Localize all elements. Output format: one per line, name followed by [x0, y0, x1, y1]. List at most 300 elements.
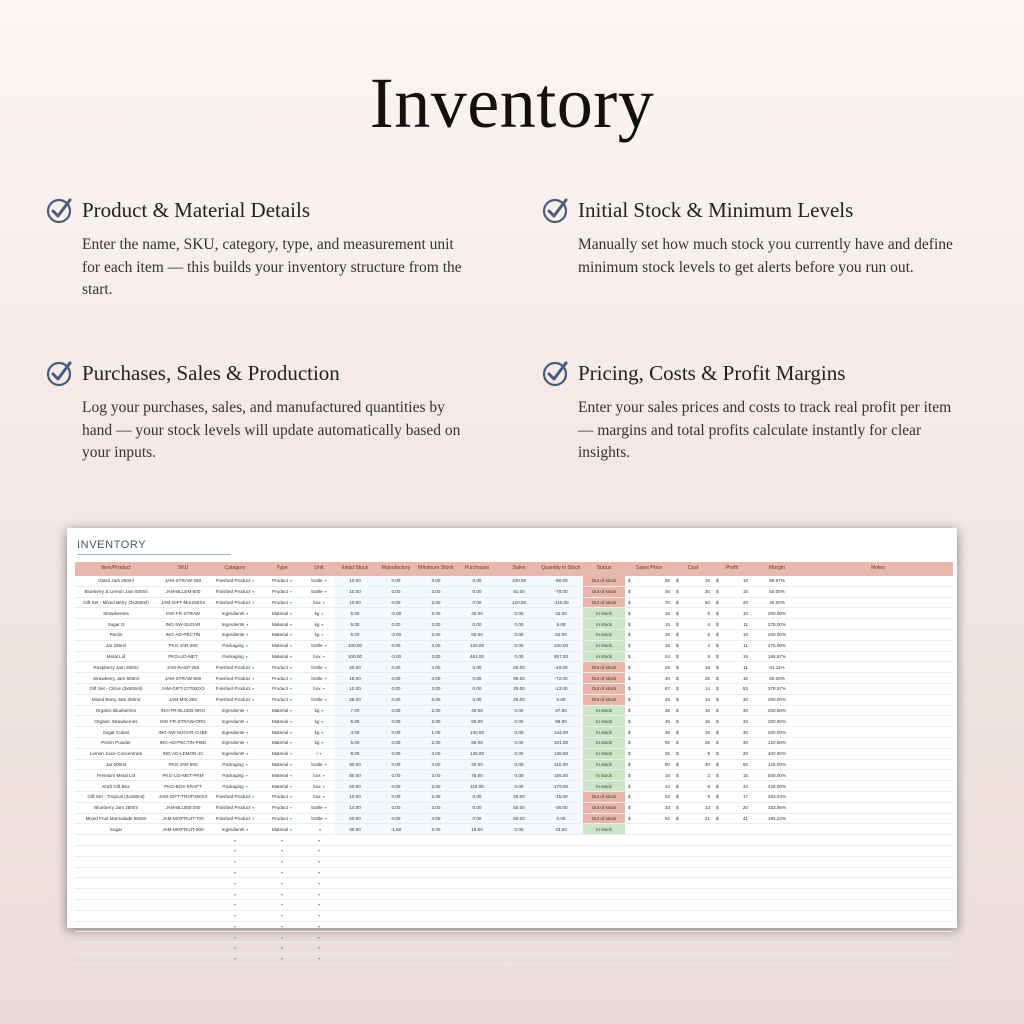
- dropdown-arrow-icon[interactable]: ▾: [246, 751, 249, 757]
- empty-cell[interactable]: [499, 911, 539, 921]
- cell[interactable]: 0.00: [455, 576, 499, 586]
- cell[interactable]: 110.00: [539, 760, 583, 770]
- status-cell[interactable]: In stock: [583, 781, 625, 791]
- empty-cell[interactable]: [539, 900, 583, 910]
- cell[interactable]: 0.00: [455, 814, 499, 824]
- column-header[interactable]: Category: [224, 565, 246, 572]
- cell[interactable]: Pectin Powder: [101, 740, 131, 746]
- table-row[interactable]: [75, 792, 953, 803]
- cell[interactable]: 0.00: [375, 792, 417, 802]
- dropdown-arrow-icon[interactable]: ▾: [246, 740, 249, 746]
- empty-cell[interactable]: [157, 835, 209, 845]
- cell[interactable]: 0.00: [375, 803, 417, 813]
- empty-cell[interactable]: [417, 922, 455, 932]
- notes-cell[interactable]: [803, 695, 953, 705]
- cell[interactable]: 5.00: [335, 630, 375, 640]
- empty-cell[interactable]: [713, 878, 751, 888]
- cell[interactable]: 200.00%: [767, 729, 787, 735]
- dropdown-arrow-icon[interactable]: ▾: [324, 761, 327, 767]
- cell[interactable]: 60.00: [335, 814, 375, 824]
- cell[interactable]: Gift Set - Citrus (3x500ml): [89, 686, 143, 692]
- status-cell[interactable]: Out of stock: [583, 587, 625, 597]
- cell[interactable]: bottle ▾: [311, 761, 327, 767]
- empty-cell[interactable]: [713, 911, 751, 921]
- status-cell[interactable]: In stock: [583, 727, 625, 737]
- dropdown-arrow-icon[interactable]: ▾: [252, 697, 255, 703]
- empty-cell[interactable]: [261, 835, 303, 845]
- table-row[interactable]: [75, 706, 953, 717]
- cell[interactable]: PKG-LID-MET: [168, 653, 198, 659]
- empty-cell[interactable]: [455, 911, 499, 921]
- cell[interactable]: JAM-MIXFRUIT-900: [162, 826, 204, 832]
- dropdown-arrow-icon[interactable]: ▾: [289, 697, 292, 703]
- dropdown-arrow-icon[interactable]: ▾: [233, 837, 236, 843]
- empty-cell[interactable]: [455, 932, 499, 942]
- empty-cell[interactable]: [417, 900, 455, 910]
- cell[interactable]: Packaging ▾: [222, 772, 248, 778]
- empty-cell[interactable]: [375, 911, 417, 921]
- cell[interactable]: 0.00: [375, 673, 417, 683]
- cell[interactable]: 275.00%: [767, 621, 787, 627]
- empty-cell[interactable]: [751, 835, 803, 845]
- cell[interactable]: Premium Metal Lid: [96, 772, 136, 778]
- cell[interactable]: 400.00%: [767, 751, 787, 757]
- table-row[interactable]: [75, 760, 953, 771]
- cell[interactable]: 4.00: [417, 760, 455, 770]
- dropdown-arrow-icon[interactable]: ▾: [246, 729, 249, 735]
- cell[interactable]: box ▾: [313, 599, 325, 605]
- money-cell[interactable]: $ 15: [628, 610, 670, 616]
- dropdown-arrow-icon[interactable]: ▾: [318, 826, 321, 832]
- empty-cell[interactable]: [583, 900, 625, 910]
- empty-cell[interactable]: [209, 889, 261, 899]
- empty-cell[interactable]: [303, 911, 335, 921]
- money-cell[interactable]: $ 42: [628, 783, 670, 789]
- cell[interactable]: 2.00: [417, 598, 455, 608]
- empty-cell[interactable]: [375, 868, 417, 878]
- dropdown-arrow-icon[interactable]: ▾: [252, 686, 255, 692]
- dropdown-arrow-icon[interactable]: ▾: [290, 826, 293, 832]
- money-cell[interactable]: $ 30: [716, 697, 748, 703]
- cell[interactable]: 43.50: [539, 824, 583, 834]
- cell[interactable]: Finished Product ▾: [215, 805, 255, 811]
- empty-cell[interactable]: [209, 943, 261, 953]
- empty-row[interactable]: [75, 922, 953, 933]
- dropdown-arrow-icon[interactable]: ▾: [289, 686, 292, 692]
- money-cell[interactable]: $ 34: [716, 783, 748, 789]
- empty-cell[interactable]: [455, 846, 499, 856]
- status-cell[interactable]: Out of stock: [583, 598, 625, 608]
- dropdown-arrow-icon[interactable]: ▾: [317, 945, 320, 951]
- money-cell[interactable]: $ 15: [628, 621, 670, 627]
- empty-cell[interactable]: [673, 911, 713, 921]
- cell[interactable]: PKG-JAR-250: [168, 643, 198, 649]
- money-cell[interactable]: $ 30: [716, 729, 748, 735]
- cell[interactable]: ING-AD-LEMON-JC: [162, 751, 204, 757]
- dropdown-arrow-icon[interactable]: ▾: [233, 891, 236, 897]
- dropdown-arrow-icon[interactable]: ▾: [324, 578, 327, 584]
- dropdown-arrow-icon[interactable]: ▾: [245, 761, 248, 767]
- empty-cell[interactable]: [75, 943, 157, 953]
- empty-cell[interactable]: [303, 868, 335, 878]
- dropdown-arrow-icon[interactable]: ▾: [317, 891, 320, 897]
- cell[interactable]: 179.00: [539, 781, 583, 791]
- empty-cell[interactable]: [261, 889, 303, 899]
- empty-cell[interactable]: [751, 868, 803, 878]
- empty-cell[interactable]: [673, 943, 713, 953]
- cell[interactable]: ING-SW-SUGAR: [165, 621, 201, 627]
- cell[interactable]: 283.33%: [767, 794, 787, 800]
- money-cell[interactable]: $ 5: [676, 610, 710, 616]
- cell[interactable]: JAM-STRAW-500: [164, 675, 202, 681]
- column-header[interactable]: Profit: [725, 565, 739, 572]
- dropdown-arrow-icon[interactable]: ▾: [321, 621, 324, 627]
- cell[interactable]: Ingredients ▾: [221, 751, 249, 757]
- cell[interactable]: box ▾: [313, 686, 325, 692]
- empty-cell[interactable]: [417, 878, 455, 888]
- empty-cell[interactable]: [335, 889, 375, 899]
- empty-cell[interactable]: [673, 835, 713, 845]
- cell[interactable]: 62.00: [539, 630, 583, 640]
- dropdown-arrow-icon[interactable]: ▾: [324, 815, 327, 821]
- cell[interactable]: 0.00: [499, 760, 539, 770]
- empty-cell[interactable]: [375, 932, 417, 942]
- empty-cell[interactable]: [375, 835, 417, 845]
- cell[interactable]: 0.00: [455, 803, 499, 813]
- empty-cell[interactable]: [539, 868, 583, 878]
- empty-cell[interactable]: [539, 846, 583, 856]
- status-cell[interactable]: Out of stock: [583, 662, 625, 672]
- cell[interactable]: 200.00%: [767, 718, 787, 724]
- empty-cell[interactable]: [455, 922, 499, 932]
- table-row[interactable]: [75, 576, 953, 587]
- cell[interactable]: Raspberry Jam 250ml: [93, 664, 139, 670]
- cell[interactable]: 0.00: [375, 814, 417, 824]
- column-header[interactable]: Type: [276, 565, 288, 572]
- cell[interactable]: ING-FR-STRAW: [166, 610, 200, 616]
- money-cell[interactable]: $ 18: [676, 664, 710, 670]
- empty-cell[interactable]: [417, 846, 455, 856]
- table-row[interactable]: [75, 662, 953, 673]
- dropdown-arrow-icon[interactable]: ▾: [233, 880, 236, 886]
- cell[interactable]: 100.00: [499, 576, 539, 586]
- empty-row[interactable]: [75, 868, 953, 879]
- cell[interactable]: Material ▾: [271, 653, 293, 659]
- status-cell[interactable]: In stock: [583, 749, 625, 759]
- cell[interactable]: kg ▾: [314, 621, 324, 627]
- empty-cell[interactable]: [751, 943, 803, 953]
- empty-cell[interactable]: [417, 954, 455, 964]
- cell[interactable]: Material ▾: [271, 751, 293, 757]
- cell[interactable]: 40.00%: [769, 599, 785, 605]
- empty-cell[interactable]: [539, 922, 583, 932]
- cell[interactable]: 3.00: [417, 652, 455, 662]
- empty-cell[interactable]: [157, 900, 209, 910]
- notes-cell[interactable]: [803, 792, 953, 802]
- empty-cell[interactable]: [499, 954, 539, 964]
- money-cell[interactable]: $ 15: [628, 632, 670, 638]
- cell[interactable]: 66.67%: [769, 578, 785, 584]
- money-cell[interactable]: $ 50: [676, 599, 710, 605]
- cell[interactable]: -15.00: [539, 792, 583, 802]
- column-header[interactable]: Notes: [871, 565, 885, 572]
- status-cell[interactable]: Out of stock: [583, 576, 625, 586]
- cell[interactable]: Packaging ▾: [222, 783, 248, 789]
- cell[interactable]: 30.00: [335, 824, 375, 834]
- cell[interactable]: 25.00: [335, 695, 375, 705]
- empty-cell[interactable]: [673, 889, 713, 899]
- cell[interactable]: 1.00: [417, 727, 455, 737]
- empty-cell[interactable]: [499, 835, 539, 845]
- cell[interactable]: Product ▾: [272, 599, 292, 605]
- empty-cell[interactable]: [75, 846, 157, 856]
- empty-cell[interactable]: [625, 878, 673, 888]
- cell[interactable]: Ingredients ▾: [221, 621, 249, 627]
- dropdown-arrow-icon[interactable]: ▾: [252, 578, 255, 584]
- cell[interactable]: ING-AD-PECTIN: [165, 632, 201, 638]
- empty-cell[interactable]: [499, 889, 539, 899]
- dropdown-arrow-icon[interactable]: ▾: [280, 837, 283, 843]
- cell[interactable]: Product ▾: [272, 686, 292, 692]
- empty-cell[interactable]: [499, 943, 539, 953]
- dropdown-arrow-icon[interactable]: ▾: [317, 880, 320, 886]
- cell[interactable]: 25.00: [499, 792, 539, 802]
- dropdown-arrow-icon[interactable]: ▾: [324, 589, 327, 595]
- cell[interactable]: PKG-BOX-KRAFT: [164, 783, 202, 789]
- cell[interactable]: Material ▾: [271, 729, 293, 735]
- cell[interactable]: PKG-LID-MET-PRM: [162, 772, 204, 778]
- empty-cell[interactable]: [75, 835, 157, 845]
- table-row[interactable]: [75, 695, 953, 706]
- dropdown-arrow-icon[interactable]: ▾: [246, 718, 249, 724]
- empty-cell[interactable]: [803, 954, 953, 964]
- cell[interactable]: Mixed Berry Jam 250ml: [91, 697, 141, 703]
- empty-cell[interactable]: [673, 868, 713, 878]
- cell[interactable]: 200.00%: [767, 632, 787, 638]
- money-cell[interactable]: $ 67: [628, 686, 670, 692]
- cell[interactable]: JAM-GIFT-CIT500X3: [161, 686, 205, 692]
- cell[interactable]: 6.00: [335, 716, 375, 726]
- cell[interactable]: Finished Product ▾: [215, 794, 255, 800]
- dropdown-arrow-icon[interactable]: ▾: [245, 653, 248, 659]
- cell[interactable]: 557.00: [539, 652, 583, 662]
- empty-cell[interactable]: [303, 857, 335, 867]
- dropdown-arrow-icon[interactable]: ▾: [280, 880, 283, 886]
- notes-cell[interactable]: [803, 652, 953, 662]
- cell[interactable]: bottle ▾: [311, 643, 327, 649]
- empty-cell[interactable]: [499, 868, 539, 878]
- table-row[interactable]: [75, 641, 953, 652]
- money-cell[interactable]: $ 45: [628, 707, 670, 713]
- cell[interactable]: Finished Product ▾: [215, 599, 255, 605]
- dropdown-arrow-icon[interactable]: ▾: [290, 740, 293, 746]
- column-header[interactable]: Purchases: [464, 565, 490, 572]
- empty-cell[interactable]: [803, 835, 953, 845]
- status-cell[interactable]: Out of stock: [583, 695, 625, 705]
- dropdown-arrow-icon[interactable]: ▾: [317, 848, 320, 854]
- cell[interactable]: Material ▾: [271, 707, 293, 713]
- money-cell[interactable]: $ 10: [716, 632, 748, 638]
- empty-cell[interactable]: [625, 932, 673, 942]
- cell[interactable]: 60.00: [335, 781, 375, 791]
- table-row[interactable]: [75, 673, 953, 684]
- notes-cell[interactable]: [803, 760, 953, 770]
- cell[interactable]: -78.00: [539, 587, 583, 597]
- empty-cell[interactable]: [417, 911, 455, 921]
- dropdown-arrow-icon[interactable]: ▾: [322, 772, 325, 778]
- cell[interactable]: 0.00: [499, 770, 539, 780]
- cell[interactable]: ING-FR-STRAW-ORG: [160, 718, 206, 724]
- cell[interactable]: 0.00: [455, 673, 499, 683]
- dropdown-arrow-icon[interactable]: ▾: [245, 772, 248, 778]
- cell[interactable]: 0.00: [375, 684, 417, 694]
- empty-cell[interactable]: [455, 878, 499, 888]
- empty-cell[interactable]: [261, 932, 303, 942]
- cell[interactable]: ING-SW-SUGAR-CUBE: [158, 729, 208, 735]
- cell[interactable]: 0.00: [455, 684, 499, 694]
- empty-cell[interactable]: [499, 846, 539, 856]
- cell[interactable]: 25.00: [499, 695, 539, 705]
- dropdown-arrow-icon[interactable]: ▾: [252, 664, 255, 670]
- empty-cell[interactable]: [261, 900, 303, 910]
- cell[interactable]: Sugar: [109, 826, 123, 832]
- column-header[interactable]: Initial Stock: [341, 565, 369, 572]
- empty-cell[interactable]: [751, 889, 803, 899]
- status-cell[interactable]: Out of stock: [583, 814, 625, 824]
- empty-cell[interactable]: [209, 868, 261, 878]
- empty-row[interactable]: [75, 846, 953, 857]
- column-header[interactable]: Sales: [512, 565, 526, 572]
- cell[interactable]: 100.00: [335, 652, 375, 662]
- money-cell[interactable]: $ 5: [676, 751, 710, 757]
- dropdown-arrow-icon[interactable]: ▾: [233, 902, 236, 908]
- empty-cell[interactable]: [673, 878, 713, 888]
- money-cell[interactable]: $ 20: [716, 805, 748, 811]
- empty-cell[interactable]: [375, 922, 417, 932]
- cell[interactable]: -3.00: [375, 630, 417, 640]
- cell[interactable]: Ingredients ▾: [221, 826, 249, 832]
- cell[interactable]: -36.00: [539, 803, 583, 813]
- dropdown-arrow-icon[interactable]: ▾: [246, 707, 249, 713]
- cell[interactable]: 60.00: [499, 814, 539, 824]
- cell[interactable]: 7.00: [335, 706, 375, 716]
- empty-cell[interactable]: [157, 932, 209, 942]
- empty-cell[interactable]: [499, 932, 539, 942]
- cell[interactable]: 0.00: [499, 781, 539, 791]
- notes-cell[interactable]: [803, 673, 953, 683]
- money-cell[interactable]: $ 15: [716, 589, 748, 595]
- cell[interactable]: -40.00: [539, 662, 583, 672]
- empty-cell[interactable]: [673, 846, 713, 856]
- cell[interactable]: bottle ▾: [311, 578, 327, 584]
- money-cell[interactable]: $ 29: [628, 664, 670, 670]
- dropdown-arrow-icon[interactable]: ▾: [324, 675, 327, 681]
- cell[interactable]: 100.00: [335, 641, 375, 651]
- empty-cell[interactable]: [583, 889, 625, 899]
- cell[interactable]: 47.00: [539, 706, 583, 716]
- empty-cell[interactable]: [335, 857, 375, 867]
- cell[interactable]: 3.00: [417, 684, 455, 694]
- column-header[interactable]: Unit: [314, 565, 324, 572]
- money-cell[interactable]: $ 11: [716, 643, 748, 649]
- cell[interactable]: 0.00: [499, 824, 539, 834]
- money-cell[interactable]: $ 14: [676, 686, 710, 692]
- notes-cell[interactable]: [803, 619, 953, 629]
- empty-cell[interactable]: [625, 911, 673, 921]
- cell[interactable]: Strawberry Jam 500ml: [93, 675, 139, 681]
- money-cell[interactable]: $ 45: [628, 718, 670, 724]
- dropdown-arrow-icon[interactable]: ▾: [324, 664, 327, 670]
- cell[interactable]: Material ▾: [271, 718, 293, 724]
- money-cell[interactable]: [713, 824, 751, 834]
- empty-cell[interactable]: [75, 889, 157, 899]
- dropdown-arrow-icon[interactable]: ▾: [280, 923, 283, 929]
- dropdown-arrow-icon[interactable]: ▾: [246, 826, 249, 832]
- empty-cell[interactable]: [751, 932, 803, 942]
- cell[interactable]: JAM-STRAW-250: [164, 578, 202, 584]
- money-cell[interactable]: $ 40: [676, 761, 710, 767]
- cell[interactable]: Gift Set - Mixed Berry (3x250ml): [83, 599, 149, 605]
- money-cell[interactable]: $ 30: [716, 740, 748, 746]
- dropdown-arrow-icon[interactable]: ▾: [290, 761, 293, 767]
- empty-cell[interactable]: [417, 857, 455, 867]
- empty-cell[interactable]: [751, 900, 803, 910]
- empty-row[interactable]: [75, 878, 953, 889]
- empty-cell[interactable]: [261, 878, 303, 888]
- cell[interactable]: 0.00: [375, 738, 417, 748]
- empty-cell[interactable]: [625, 922, 673, 932]
- dropdown-arrow-icon[interactable]: ▾: [290, 783, 293, 789]
- column-header[interactable]: Manufactory: [381, 565, 411, 572]
- notes-cell[interactable]: [803, 587, 953, 597]
- cell[interactable]: 25.00: [499, 684, 539, 694]
- cell[interactable]: Mixed Fruit Marmalade 500ml: [85, 815, 147, 821]
- empty-row[interactable]: [75, 889, 953, 900]
- notes-cell[interactable]: [803, 727, 953, 737]
- notes-cell[interactable]: [803, 641, 953, 651]
- column-header[interactable]: Quantity in Stock: [541, 565, 581, 572]
- cell[interactable]: 96.00: [539, 716, 583, 726]
- cell[interactable]: Ingredients ▾: [221, 707, 249, 713]
- empty-cell[interactable]: [455, 857, 499, 867]
- money-cell[interactable]: $ 15: [676, 578, 710, 584]
- empty-cell[interactable]: [303, 878, 335, 888]
- cell[interactable]: 2.00: [417, 630, 455, 640]
- dropdown-arrow-icon[interactable]: ▾: [317, 956, 320, 962]
- empty-row[interactable]: [75, 943, 953, 954]
- notes-cell[interactable]: [803, 770, 953, 780]
- cell[interactable]: Ingredients ▾: [221, 718, 249, 724]
- money-cell[interactable]: $ 5: [676, 632, 710, 638]
- cell[interactable]: 61.11%: [769, 664, 785, 670]
- cell[interactable]: 0.00: [375, 770, 417, 780]
- cell[interactable]: 0.00: [375, 727, 417, 737]
- money-cell[interactable]: $ 13: [676, 805, 710, 811]
- empty-cell[interactable]: [803, 932, 953, 942]
- empty-cell[interactable]: [713, 900, 751, 910]
- dropdown-arrow-icon[interactable]: ▾: [317, 913, 320, 919]
- empty-cell[interactable]: [261, 943, 303, 953]
- empty-cell[interactable]: [713, 846, 751, 856]
- dropdown-arrow-icon[interactable]: ▾: [289, 599, 292, 605]
- empty-cell[interactable]: [303, 846, 335, 856]
- dropdown-arrow-icon[interactable]: ▾: [252, 794, 255, 800]
- empty-cell[interactable]: [499, 922, 539, 932]
- money-cell[interactable]: $ 15: [676, 707, 710, 713]
- cell[interactable]: 500.00%: [767, 772, 787, 778]
- money-cell[interactable]: $ 24: [628, 653, 670, 659]
- empty-cell[interactable]: [455, 868, 499, 878]
